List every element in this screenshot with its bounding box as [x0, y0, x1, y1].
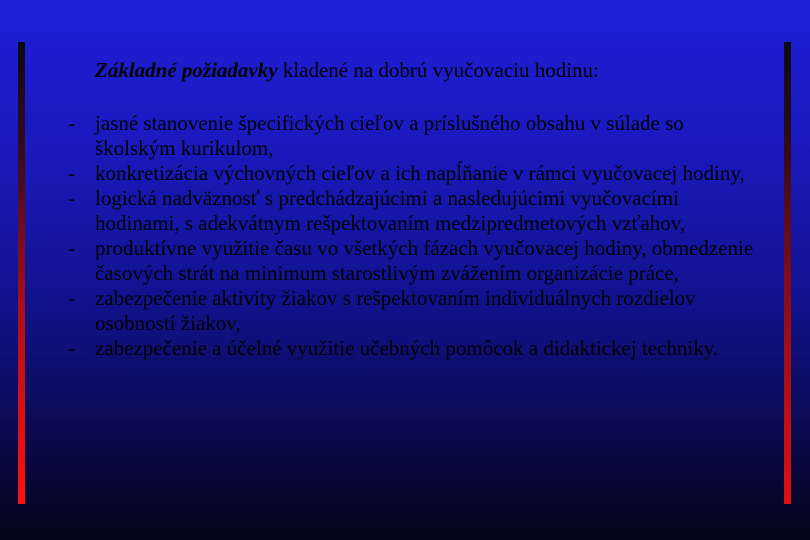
- list-item: [66, 111, 766, 161]
- list-item: [66, 336, 766, 361]
- heading-emphasis: Základné požiadavky: [95, 58, 278, 82]
- list-item-text: produktívne využitie času vo všetkých fázach vyučovacej hodiny, obmedzenie časových strát na minimum starostlivým zvážením organizácie práce,: [95, 236, 754, 285]
- list-item: [66, 236, 766, 286]
- bullet-dash: -: [68, 186, 75, 210]
- bullet-dash: -: [68, 111, 75, 135]
- heading-text: kladené na dobrú vyučovaciu hodinu:: [277, 58, 599, 82]
- list-item: [66, 186, 766, 236]
- list-item: [66, 286, 766, 336]
- right-accent-bar: [784, 42, 791, 504]
- list-item-text: zabezpečenie aktivity žiakov s rešpektovaním individuálnych rozdielov osobností žiakov,: [95, 286, 696, 335]
- requirements-list: [66, 111, 766, 361]
- list-item-text: zabezpečenie a účelné využitie učebných pomôcok a didaktickej techniky.: [95, 336, 719, 360]
- list-item: [66, 161, 766, 186]
- list-item-text: logická nadväznosť s predchádzajúcimi a nasledujúcimi vyučovacími hodinami, s adekvátnym rešpektovaním medzipredmetových vzťahov,: [95, 186, 686, 235]
- list-item-text: jasné stanovenie špecifických cieľov a príslušného obsahu v súlade so školským kurikulom,: [95, 111, 684, 160]
- bullet-dash: -: [68, 161, 75, 185]
- bullet-dash: -: [68, 336, 75, 360]
- list-item-text: konkretizácia výchovných cieľov a ich napĺňanie v rámci vyučovacej hodiny,: [95, 161, 745, 185]
- bullet-dash: -: [68, 286, 75, 310]
- slide-content: [66, 58, 766, 361]
- slide-heading: [95, 58, 766, 83]
- bullet-dash: -: [68, 236, 75, 260]
- left-accent-bar: [18, 42, 25, 504]
